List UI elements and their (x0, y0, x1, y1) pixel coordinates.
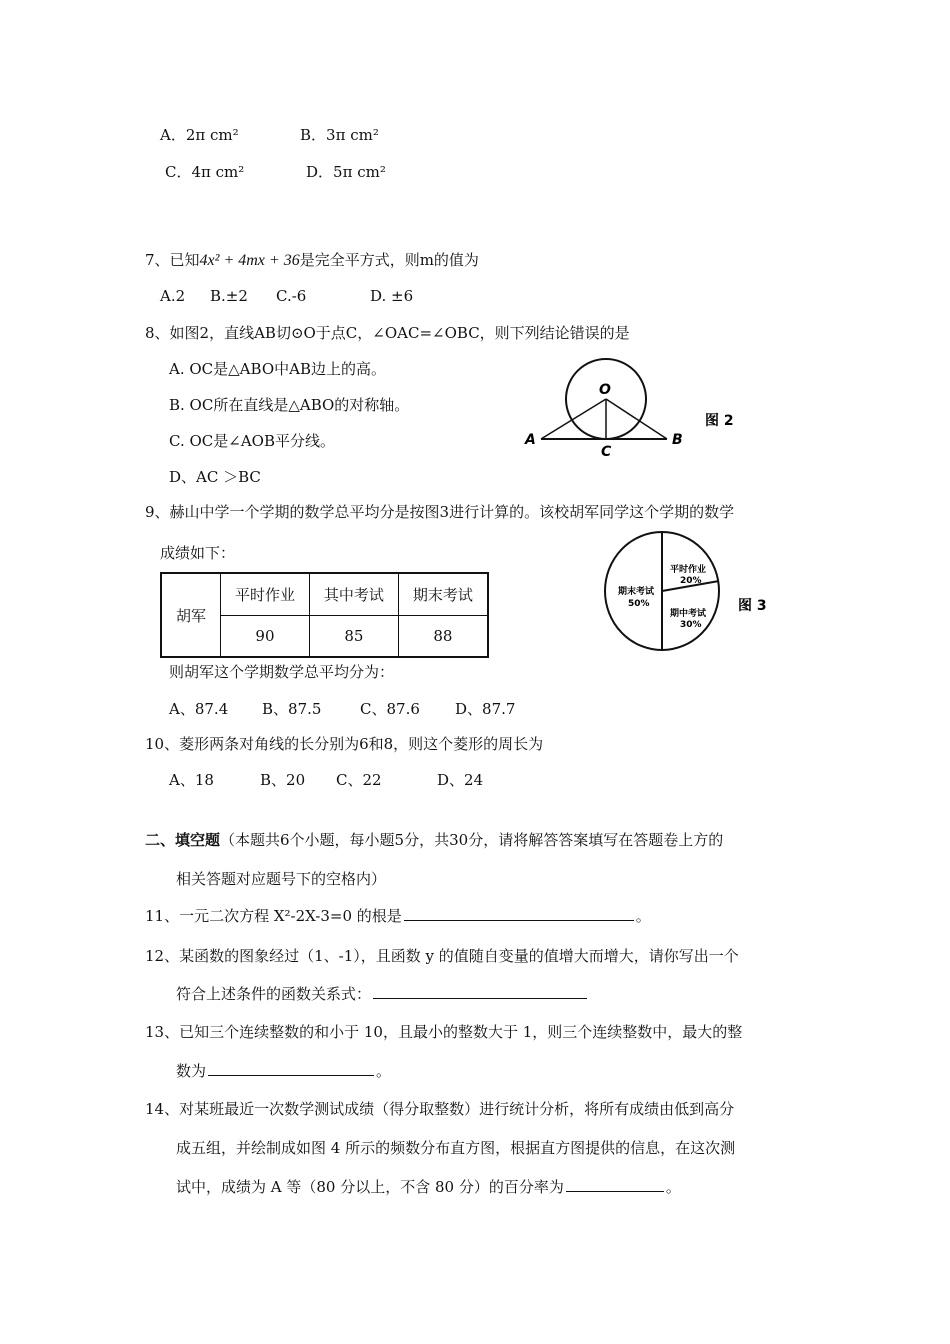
slice-label-final: 期末考试 (618, 587, 655, 597)
q9-stem-line1: 9、赫山中学一个学期的数学总平均分是按图3进行计算的。该校胡军同学这个学期的数学 (145, 503, 735, 521)
figure-2-diagram (515, 352, 765, 462)
point-o-label: O (599, 382, 611, 398)
q11-end: 。 (635, 907, 651, 925)
figure-3-label: 图 3 (738, 598, 767, 614)
q9-question: 则胡军这个学期数学总平均分为： (169, 663, 395, 681)
q8-stem: 8、如图2，直线AB切⊙O于点C，∠OAC=∠OBC，则下列结论错误的是 (145, 324, 630, 342)
q8-option-a: A. OC是△ABO中AB边上的高。 (169, 360, 386, 378)
question-13-line2 (176, 1060, 391, 1081)
section-2-desc: （本题共6个小题，每小题5分，共30分，请将解答答案填写在答题卷上方的 (220, 831, 724, 849)
q6-option-c: C．4π cm² (165, 163, 245, 181)
q10-option-a: A、18 (169, 771, 214, 789)
section-2-heading (145, 829, 723, 850)
score-table-row-label: 胡军 (161, 573, 221, 657)
q9-option-d: D、87.7 (455, 700, 516, 718)
question-11 (145, 905, 651, 926)
q10-stem: 10、菱形两条对角线的长分别为6和8，则这个菱形的周长为 (145, 735, 544, 753)
figure-2-label: 图 2 (705, 413, 734, 429)
q14-end: 。 (665, 1178, 681, 1196)
q11-text: 11、一元二次方程 X²-2X-3=0 的根是 (145, 907, 402, 925)
score-table-header: 期末考试 (398, 573, 488, 615)
slice-label-midterm: 期中考试 (670, 609, 707, 619)
q8-option-b: B. OC所在直线是△ABO的对称轴。 (169, 396, 410, 414)
q9-option-a: A、87.4 (169, 700, 229, 718)
score-table-cell: 85 (309, 615, 398, 657)
q9-option-b: B、87.5 (262, 700, 322, 718)
point-a-label: A (525, 432, 536, 448)
q7-option-d: D. ±6 (370, 287, 414, 305)
score-table-cell: 88 (398, 615, 488, 657)
q12-answer-blank[interactable] (373, 984, 587, 999)
q7-option-b: B.±2 (210, 287, 248, 305)
question-12-line2 (176, 983, 589, 1004)
q13-line1: 13、已知三个连续整数的和小于 10，且最小的整数大于 1，则三个连续整数中，最大的整 (145, 1023, 743, 1041)
q12-line2: 符合上述条件的函数关系式： (176, 985, 372, 1003)
figure-3-pie (600, 528, 790, 658)
q6-option-a: A．2π cm² (160, 126, 239, 144)
q7-option-a: A.2 (160, 287, 186, 305)
point-b-label: B (672, 432, 683, 448)
q9-option-c: C、87.6 (360, 700, 420, 718)
slice-pct-midterm: 30% (680, 620, 702, 630)
segment-ob (606, 399, 667, 439)
q10-option-b: B、20 (260, 771, 306, 789)
q13-answer-blank[interactable] (208, 1061, 374, 1076)
q7-expression: 4x² + 4mx + 36 (199, 252, 300, 269)
q7-option-c: C.-6 (276, 287, 307, 305)
point-c-label: C (601, 444, 612, 460)
slice-pct-final: 50% (628, 599, 650, 609)
q7-suffix: 是完全平方式，则m的值为 (299, 251, 479, 269)
segment-oa (541, 399, 606, 439)
score-table-header: 平时作业 (221, 573, 310, 615)
section-2-desc-line2: 相关答题对应题号下的空格内） (176, 870, 387, 888)
q14-line1: 14、对某班最近一次数学测试成绩（得分取整数）进行统计分析，将所有成绩由低到高分 (145, 1100, 735, 1118)
q6-option-b: B．3π cm² (300, 126, 379, 144)
slice-label-homework: 平时作业 (670, 565, 707, 575)
score-table (160, 572, 489, 658)
q6-option-d: D．5π cm² (306, 163, 386, 181)
q8-option-d: D、AC ＞BC (169, 468, 261, 486)
section-2-title: 二、填空题 (145, 831, 221, 849)
q14-line3: 试中，成绩为 A 等（80 分以上，不含 80 分）的百分率为 (176, 1178, 564, 1196)
q8-option-c: C. OC是∠AOB平分线。 (169, 432, 335, 450)
q10-option-d: D、24 (437, 771, 484, 789)
q10-option-c: C、22 (336, 771, 382, 789)
q12-line1: 12、某函数的图象经过（1、-1），且函数 y 的值随自变量的值增大而增大，请你写出一个 (145, 947, 739, 965)
question-7 (145, 249, 479, 270)
q14-line2: 成五组，并绘制成如图 4 所示的频数分布直方图，根据直方图提供的信息，在这次测 (176, 1139, 736, 1157)
score-table-cell: 90 (221, 615, 310, 657)
q14-answer-blank[interactable] (566, 1177, 664, 1192)
score-table-header: 其中考试 (309, 573, 398, 615)
slice-pct-homework: 20% (680, 576, 702, 586)
q7-prefix: 7、已知 (145, 251, 200, 269)
q11-answer-blank[interactable] (404, 906, 634, 921)
q13-end: 。 (376, 1062, 392, 1080)
q9-stem-line2: 成绩如下： (160, 544, 236, 562)
q13-line2: 数为 (176, 1062, 207, 1080)
question-14-line3 (176, 1176, 681, 1197)
